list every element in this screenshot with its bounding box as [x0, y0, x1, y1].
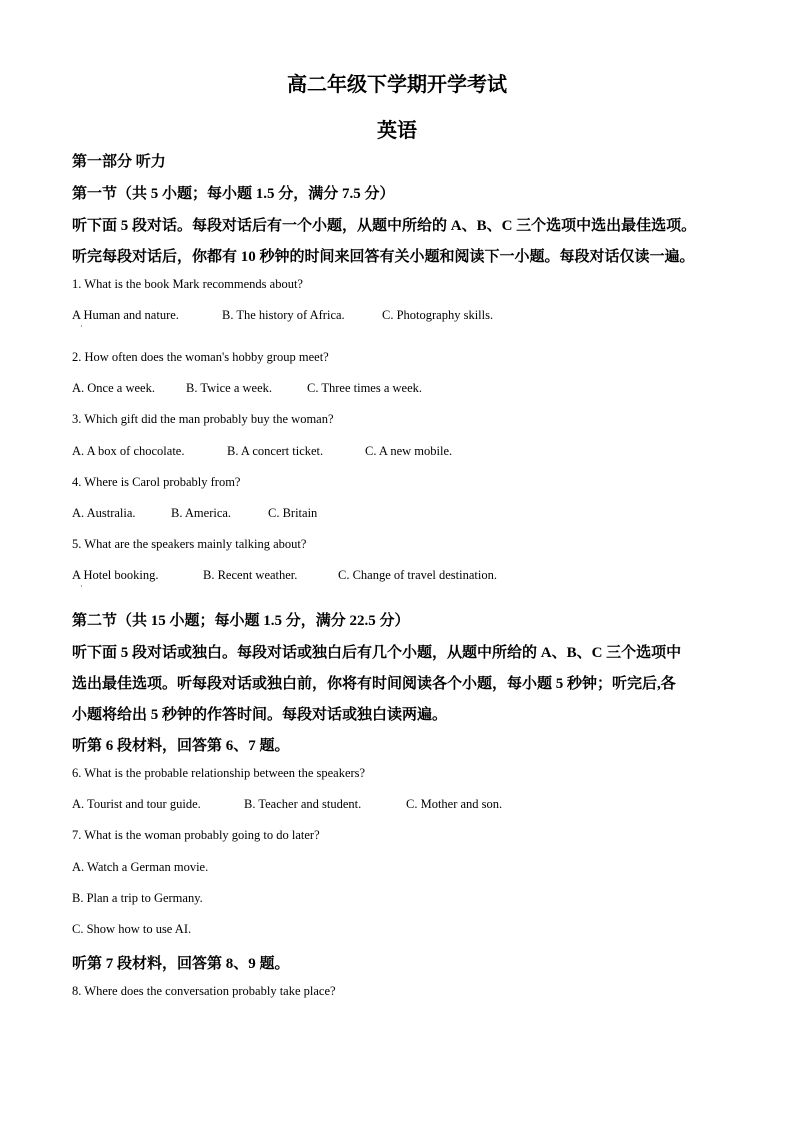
- section1-instruction-2: 听完每段对话后，你都有 10 秒钟的时间来回答有关小题和阅读下一小题。每段对话仅读一遍。: [72, 249, 695, 265]
- section2-instruction-1: 听下面 5 段对话或独白。每段对话或独白后有几个小题，从题中所给的 A、B、C 三个选项中: [72, 645, 682, 661]
- option-a: A. A box of chocolate.: [72, 444, 185, 458]
- page-title: 高二年级下学期开学考试: [287, 74, 507, 96]
- option-b: B. A concert ticket.: [227, 444, 324, 458]
- question-7: 7. What is the woman probably going to do later?: [72, 828, 320, 842]
- option-a: A Human and nature.: [72, 308, 179, 322]
- material-6-heading: 听第 6 段材料，回答第 6、7 题。: [72, 738, 290, 754]
- part-heading: 第一部分 听力: [72, 154, 166, 170]
- option-c: C. Change of travel destination.: [338, 568, 497, 582]
- question-6-options: [72, 797, 502, 812]
- section2-heading: 第二节（共 15 小题；每小题 1.5 分，满分 22.5 分）: [72, 613, 410, 629]
- section1-instruction-1: 听下面 5 段对话。每段对话后有一个小题，从题中所给的 A、B、C 三个选项中选出最佳选项。: [72, 218, 697, 234]
- option-b: B. America.: [171, 506, 232, 520]
- dot-mark: ·: [80, 582, 83, 591]
- question-8: 8. Where does the conversation probably take place?: [72, 984, 336, 998]
- option-c: C. Photography skills.: [382, 308, 494, 322]
- section2-instruction-2: 选出最佳选项。听每段对话或独白前，你将有时间阅读各个小题，每小题 5 秒钟；听完后,各: [72, 676, 676, 692]
- question-2-options: [72, 381, 422, 396]
- option-a: A. Once a week.: [72, 381, 155, 395]
- question-5-options: [72, 568, 497, 583]
- question-3-options: [72, 444, 452, 459]
- option-b: B. Teacher and student.: [244, 797, 362, 811]
- question-6: 6. What is the probable relationship between the speakers?: [72, 766, 366, 780]
- question-1-options: [72, 308, 493, 323]
- page-subtitle: 英语: [377, 120, 417, 142]
- question-7-option-a: A. Watch a German movie.: [72, 860, 209, 874]
- question-2: 2. How often does the woman's hobby group meet?: [72, 350, 329, 364]
- option-c: C. A new mobile.: [365, 444, 453, 458]
- option-c: C. Mother and son.: [406, 797, 503, 811]
- material-7-heading: 听第 7 段材料，回答第 8、9 题。: [72, 956, 290, 972]
- question-3: 3. Which gift did the man probably buy the woman?: [72, 412, 334, 426]
- option-b: B. Recent weather.: [203, 568, 298, 582]
- section2-instruction-3: 小题将给出 5 秒钟的作答时间。每段对话或独白读两遍。: [72, 707, 448, 723]
- question-7-option-c: C. Show how to use AI.: [72, 922, 192, 936]
- option-c: C. Britain: [268, 506, 318, 520]
- option-a: A. Australia.: [72, 506, 136, 520]
- option-b: B. The history of Africa.: [222, 308, 345, 322]
- dot-mark: ·: [80, 322, 83, 331]
- question-4-options: [72, 506, 317, 521]
- question-4: 4. Where is Carol probably from?: [72, 475, 241, 489]
- question-1: 1. What is the book Mark recommends about?: [72, 277, 303, 291]
- option-b: B. Twice a week.: [186, 381, 273, 395]
- question-5: 5. What are the speakers mainly talking about?: [72, 537, 307, 551]
- question-7-option-b: B. Plan a trip to Germany.: [72, 891, 203, 905]
- option-a: A. Tourist and tour guide.: [72, 797, 201, 811]
- option-a: A Hotel booking.: [72, 568, 159, 582]
- section1-heading: 第一节（共 5 小题；每小题 1.5 分，满分 7.5 分）: [72, 186, 395, 202]
- option-c: C. Three times a week.: [307, 381, 423, 395]
